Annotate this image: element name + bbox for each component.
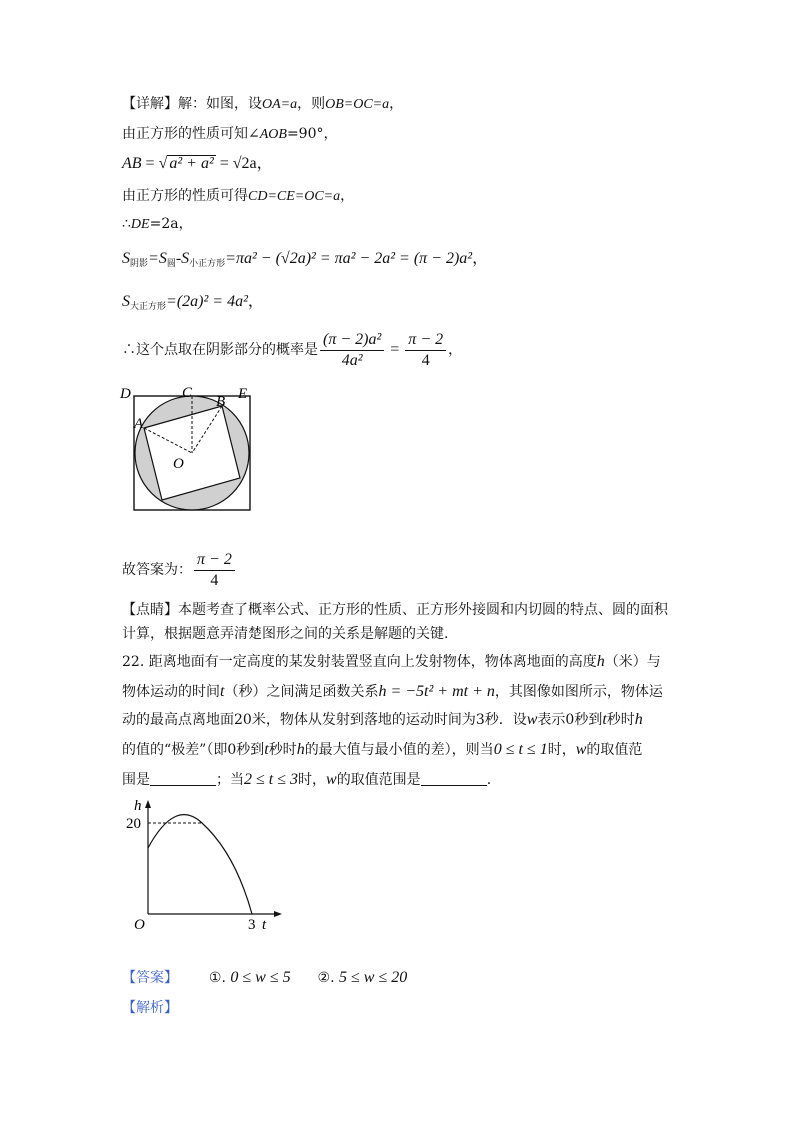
probability-fraction: $\frac{\text{(π − 2)a²}}{\text{4a²}}$ <box>320 330 384 371</box>
solution-line-6: $S_{阴影}=S_圆-S_{小正方形}=\pi a^2 - (√2a)^2 = \pi a^2 - 2a^2 = (\pi - 2)a^2$， <box>122 250 489 268</box>
label-c: C <box>182 385 193 401</box>
solution-line-7: $S_{大正方形}=(2a)^2 = 4a^2$， <box>122 293 264 311</box>
origin-label: O <box>134 917 145 933</box>
solution-line-1: 【详解】解：如图，设OA=a，则OB=OC=a， <box>122 96 404 112</box>
solution-line-3: AB = √ a² + a² = √2a， <box>122 155 273 172</box>
answer-2: 5 ≤ w ≤ 20 <box>338 969 408 986</box>
problem-line-1: 22. 距离地面有一定高度的某发射装置竖直向上发射物体，物体离地面的高度h（米）与 <box>122 653 661 670</box>
label-a: A <box>134 416 144 432</box>
probability-result-fraction: $\frac{\pi - 2}{4}$ <box>405 330 446 371</box>
solution-line-5: ∴DE=2a， <box>122 216 193 232</box>
label-o: O <box>173 456 184 472</box>
y-axis-arrow <box>145 800 151 808</box>
problem-line-4: 的值的“极差”（即0秒到t秒时h的最大值与最小值的差），则当0 ≤ t ≤ 1时，w的取值范 <box>122 741 643 758</box>
x-axis-arrow <box>274 911 282 917</box>
answer-section: 【答案】 ①. 0 ≤ w ≤ 5 ②. 5 ≤ w ≤ 20 <box>122 969 408 986</box>
label-d: D <box>120 386 131 402</box>
tick-label-20: 20 <box>126 816 141 832</box>
solution-line-2: 由正方形的性质可知∠AOB=90°， <box>122 126 338 142</box>
solution-line-8: ∴这个点取在阴影部分的概率是 $\frac{\text{(π − 2)a²}}{\text{4a²}}$ = $\frac{\pi - 2}{4}$ ， <box>122 330 463 369</box>
square-circle-figure <box>116 384 256 514</box>
comment-tag: 【点睛】 <box>122 602 178 618</box>
axis-label-h: h <box>134 798 142 814</box>
comment-line-1: 【点睛】本题考查了概率公式、正方形的性质、正方形外接圆和内切圆的特点、圆的面积 <box>122 602 668 618</box>
answer-blank-1[interactable] <box>150 771 216 786</box>
detail-tag: 【详解】 <box>122 96 178 112</box>
tick-label-3: 3 <box>248 917 256 933</box>
height-time-graph <box>120 796 290 936</box>
comment-line-2: 计算，根据题意弄清楚图形之间的关系是解题的关键. <box>122 626 449 642</box>
sqrt-expression: a² + a² <box>169 155 214 172</box>
answer-1: 0 ≤ w ≤ 5 <box>230 969 291 986</box>
answer-tag: 【答案】 <box>122 970 178 986</box>
problem-line-2: 物体运动的时间t（秒）之间满足函数关系h = −5t² + mt + n，其图像如图所示，物体运 <box>122 683 663 700</box>
solution-line-4: 由正方形的性质可得CD=CE=OC=a， <box>122 188 355 204</box>
answer-blank-2[interactable] <box>421 771 487 786</box>
label-b: B <box>216 394 226 410</box>
analysis-tag: 【解析】 <box>122 1000 178 1016</box>
analysis-section <box>122 998 178 1018</box>
axis-label-t: t <box>262 917 267 933</box>
problem-line-5: 围是 ；当2 ≤ t ≤ 3时，w的取值范围是 . <box>122 771 492 788</box>
answer-fraction: $\frac{\pi - 2}{4}$ <box>194 550 235 591</box>
problem-line-3: 动的最高点离地面20米，物体从发射到落地的运动时间为3秒．设w表示0秒到t秒时h <box>122 711 643 728</box>
answer-line: 故答案为： $\frac{\pi - 2}{4}$ <box>122 548 237 594</box>
label-e: E <box>238 386 248 402</box>
parabola-curve <box>148 815 252 914</box>
